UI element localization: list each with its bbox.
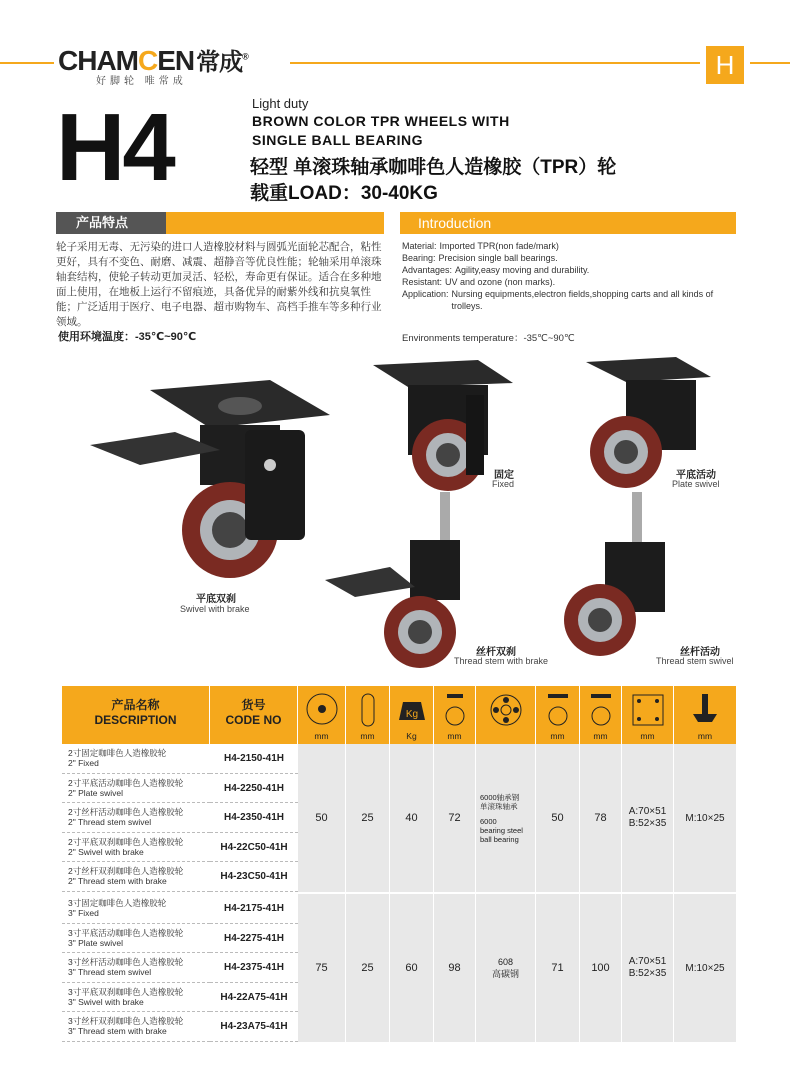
table-row-code: H4-22A75-41H [210,983,298,1013]
intro-heading: Introduction [400,212,550,234]
features-body: 轮子采用无毒、无污染的进口人造橡胶材料与圆弧光面轮芯配合，粘性更好，具有不变色、耐磨、减震、超静音等优良性能；轮轴采用单滚珠轴套结构，使轮子转动更加灵活、轻松，寿命更有保证。适合在多种地面上使用，在地板上运行不留痕迹，具备优异的耐紫外线和抗臭氧性能；广泛适用于医疗、电子电器、超市购物车、高档手推车等多种行业领域。 [56,241,382,328]
product-caption-en: Thread stem with brake [454,656,549,666]
cell-plate: A:70×51 B:52×35 [622,744,674,892]
table-row-code: H4-2275-41H [210,924,298,954]
cell-bearing: 608 高碳钢 [476,894,536,1042]
intro-row: Advantages: Agility,easy moving and durability. [402,265,590,275]
col-width-header: mm [346,686,390,744]
size-group-2in [62,744,736,892]
cell-height: 98 [434,894,476,1042]
load-rating: 载重LOAD：30-40KG [250,183,438,204]
intro-row: Bearing: Precision single ball bearings. [402,253,558,263]
brand-tagline: 好脚轮 唯常成 [96,76,187,87]
product-caption-en: Fixed [492,479,515,489]
table-row-desc: 2寸固定咖啡色人造橡胶轮 2" Fixed [62,744,210,774]
col-total-height-header: mm [580,686,622,744]
cell-bearing: 6000轴承钢 单滚珠轴承 6000 bearing steel ball bearing [476,744,536,892]
brand-logo: CHAMCEN常成® [58,45,248,76]
col-code-header: 货号 CODE NO [210,686,298,744]
env-temp-en: Environments temperature：-35℃~90℃ [402,333,575,344]
cell-diameter: 50 [298,744,346,892]
table-row-desc: 3寸固定咖啡色人造橡胶轮 3" Fixed [62,894,210,924]
product-caption-cn: 平底双刹 [196,594,236,605]
table-row-code: H4-2150-41H [210,744,298,774]
product-caption-en: Thread stem swivel [656,656,734,666]
table-row-desc: 3寸平底活动咖啡色人造橡胶轮 3" Plate swivel [62,924,210,954]
table-row-code: H4-23A75-41H [210,1012,298,1042]
intro-row: Resistant: UV and ozone (non marks). [402,277,556,287]
duty-label: Light duty [252,96,309,111]
table-row-desc: 3寸丝杆双刹咖啡色人造橡胶轮 3" Thread stem with brake [62,1012,210,1042]
thread-stem-icon [690,692,720,728]
header-rule-right [290,62,700,64]
intro-list [402,240,742,312]
cell-total-height: 100 [580,894,622,1042]
cell-plate: A:70×51 B:52×35 [622,894,674,1042]
table-row-desc: 3寸平底双刹咖啡色人造橡胶轮 3" Swivel with brake [62,983,210,1013]
caster-thread-stem-brake-image [320,492,470,672]
total-height-icon [586,692,616,728]
spec-table-body [62,744,736,1044]
section-letter-badge: H [706,46,744,84]
table-row-desc: 2寸平底活动咖啡色人造橡胶轮 2" Plate swivel [62,774,210,804]
table-row-desc: 2寸丝杆双刹咖啡色人造橡胶轮 2" Thread stem with brake [62,862,210,892]
intro-row: Application: Nursing equipments,electron fields,shopping carts and all kinds of trolleys. [402,289,714,311]
bearing-icon [488,692,524,728]
table-row-code: H4-2350-41H [210,803,298,833]
product-caption-cn: 固定 [494,470,514,481]
col-offset-header: mm [536,686,580,744]
product-caption-cn: 平底活动 [676,470,716,481]
cell-thread: M:10×25 [674,894,736,1042]
product-caption-cn: 丝杆活动 [680,647,720,658]
spec-table-header [62,686,736,744]
cell-offset: 50 [536,744,580,892]
cell-width: 25 [346,744,390,892]
features-header-bar [56,212,384,234]
env-temp-cn: 使用环境温度：-35℃~90℃ [58,331,197,343]
cell-width: 25 [346,894,390,1042]
caster-swivel-brake-image [80,370,340,580]
top-plate-icon [630,692,666,728]
cell-diameter: 75 [298,894,346,1042]
product-caption-en: Swivel with brake [180,604,250,614]
model-number: H4 [56,94,173,201]
cell-offset: 71 [536,894,580,1042]
header-rule-far [750,62,790,64]
wheel-width-icon [358,692,378,728]
table-row-code: H4-2250-41H [210,774,298,804]
table-row-code: H4-2175-41H [210,894,298,924]
col-plate-header: mm [622,686,674,744]
table-row-desc: 2寸丝杆活动咖啡色人造橡胶轮 2" Thread stem swivel [62,803,210,833]
table-row-desc: 2寸平底双刹咖啡色人造橡胶轮 2" Swivel with brake [62,833,210,863]
caster-height-icon [441,692,469,728]
product-caption-cn: 丝杆双刹 [476,647,516,658]
cell-load: 60 [390,894,434,1042]
weight-icon [397,692,427,722]
table-row-desc: 3寸丝杆活动咖啡色人造橡胶轮 3" Thread stem swivel [62,953,210,983]
product-caption-en: Plate swivel [672,479,720,489]
size-group-3in [62,894,736,1042]
cell-load: 40 [390,744,434,892]
cell-total-height: 78 [580,744,622,892]
intro-header-bar [400,212,736,234]
col-height-header: mm [434,686,476,744]
title-en: BROWN COLOR TPR WHEELS WITH SINGLE BALL BEARING [252,113,510,148]
title-cn: 轻型 单滚珠轴承咖啡色人造橡胶（TPR）轮 [250,157,617,178]
table-row-code: H4-2375-41H [210,953,298,983]
intro-row: Material: Imported TPR(non fade/mark) [402,241,559,251]
col-load-header: Kg Kg [390,686,434,744]
table-row-code: H4-22C50-41H [210,833,298,863]
swivel-offset-icon [543,692,573,728]
features-heading: 产品特点 [56,212,166,234]
header-rule-left [0,62,54,64]
cell-height: 72 [434,744,476,892]
col-description-header: 产品名称 DESCRIPTION [62,686,210,744]
col-thread-header: mm [674,686,736,744]
col-bearing-header [476,686,536,744]
svg-text:Kg: Kg [405,709,418,720]
table-row-code: H4-23C50-41H [210,862,298,892]
cell-thread: M:10×25 [674,744,736,892]
wheel-diameter-icon [305,692,339,726]
col-diameter-header: mm [298,686,346,744]
